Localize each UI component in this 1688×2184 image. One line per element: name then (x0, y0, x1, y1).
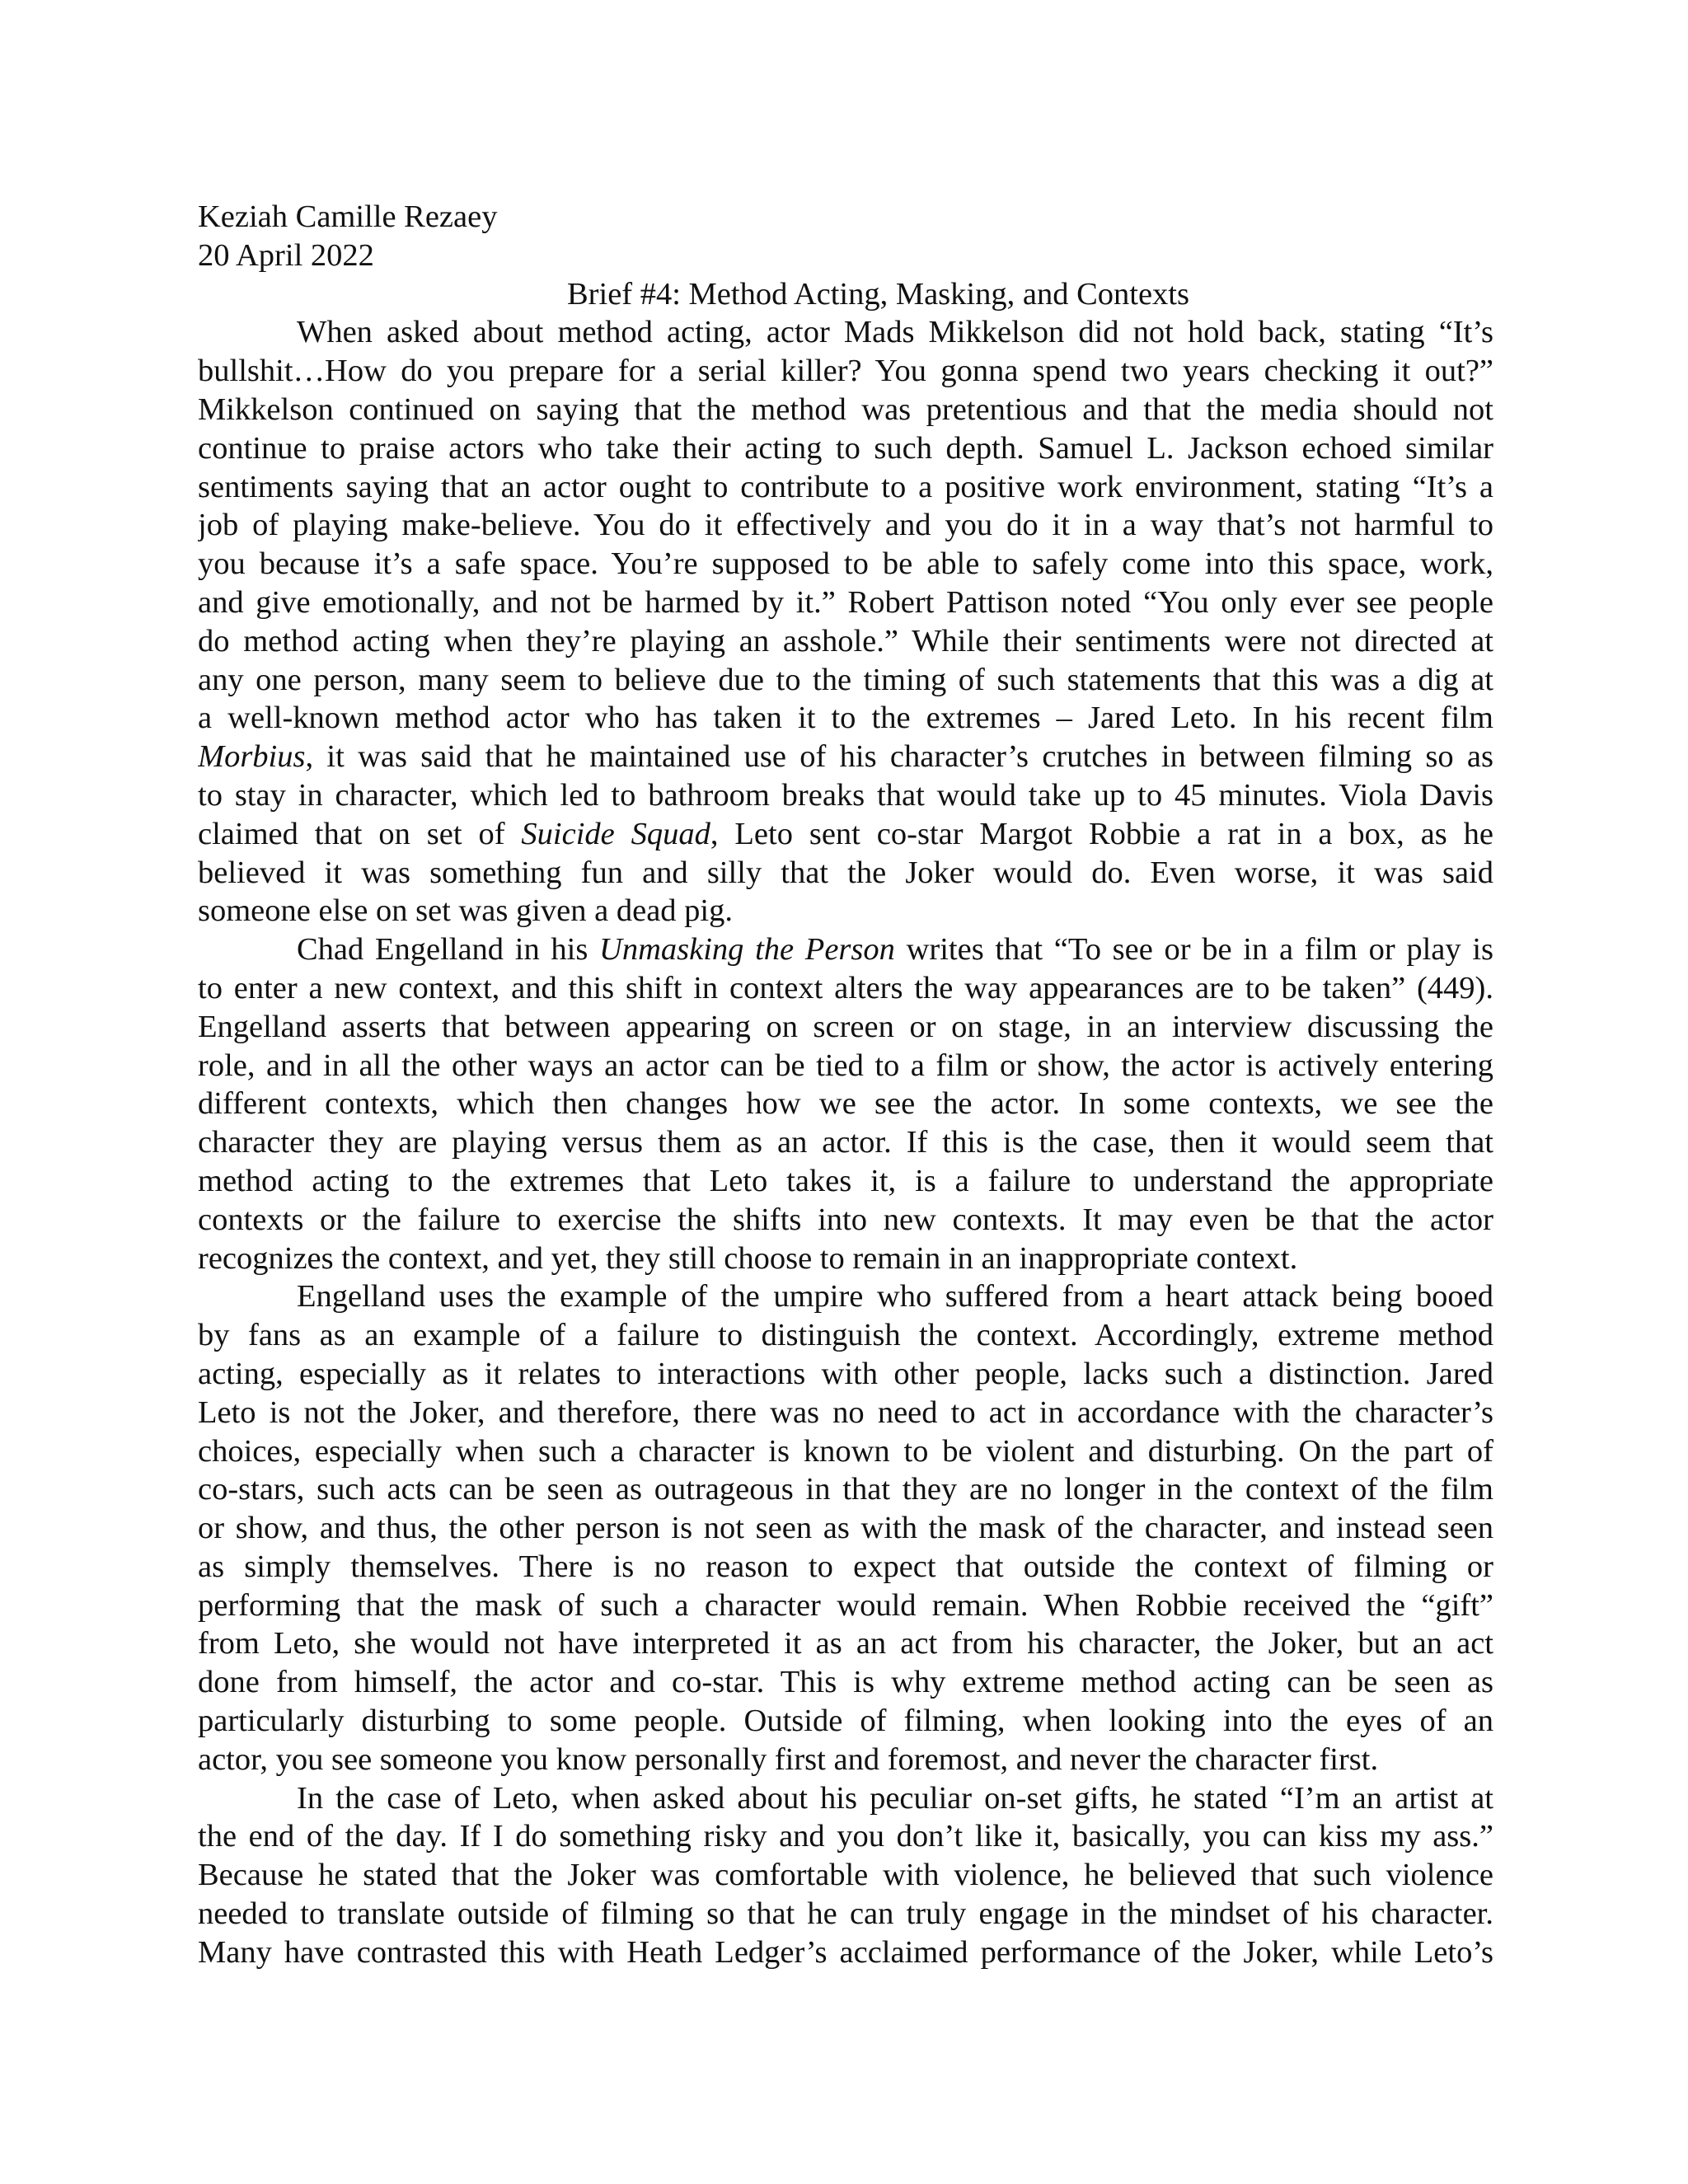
body-line: method acting to the extremes that Leto takes it, is a failure to understand the appropriate (198, 1163, 1493, 1198)
body-line: believed it was something fun and silly that the Joker would do. Even worse, it was said (198, 855, 1493, 890)
body-line: you because it’s a safe space. You’re supposed to be able to safely come into this space, work, (198, 546, 1493, 582)
body-line: When asked about method acting, actor Mads Mikkelson did not hold back, stating “It’s (297, 315, 1493, 350)
body-line: performing that the mask of such a character would remain. When Robbie received the “gift” (198, 1587, 1493, 1623)
body-line: sentiments saying that an actor ought to contribute to a positive work environment, stating “It’s a (198, 469, 1493, 504)
body-line: co-stars, such acts can be seen as outrageous in that they are no longer in the context of the film (198, 1472, 1493, 1507)
body-line: Mikkelson continued on saying that the method was pretentious and that the media should not (198, 391, 1493, 427)
body-line: character they are playing versus them as an actor. If this is the case, then it would seem that (198, 1125, 1493, 1160)
body-line: recognizes the context, and yet, they still choose to remain in an inappropriate context. (198, 1240, 1298, 1276)
body-line (198, 930, 1493, 969)
body-line-text: writes that “To see or be in a film or play is (894, 932, 1493, 968)
body-line: needed to translate outside of filming so that he can truly engage in the mindset of his character. (198, 1896, 1493, 1932)
body-line: by fans as an example of a failure to distinguish the context. Accordingly, extreme method (198, 1318, 1493, 1353)
body-line-text: Chad Engelland in his (297, 932, 600, 968)
body-line: bullshit…How do you prepare for a serial killer? You gonna spend two years checking it out?” (198, 354, 1493, 389)
document-date: 20 April 2022 (198, 237, 374, 273)
body-line: the end of the day. If I do something risky and you don’t like it, basically, you can kiss my ass.” (198, 1819, 1493, 1854)
body-line: Engelland uses the example of the umpire who suffered from a heart attack being booed (297, 1279, 1493, 1315)
body-line: particularly disturbing to some people. Outside of filming, when looking into the eyes of an (198, 1704, 1493, 1739)
body-line: In the case of Leto, when asked about his peculiar on-set gifts, he stated “I’m an artist at (297, 1780, 1493, 1816)
body-line: from Leto, she would not have interpreted it as an act from his character, the Joker, but an act (198, 1626, 1493, 1661)
body-line: any one person, many seem to believe due to the timing of such statements that this was a dig at (198, 662, 1493, 697)
body-line: Many have contrasted this with Heath Ledger’s acclaimed performance of the Joker, while Leto’s (198, 1934, 1493, 1970)
document-page (198, 198, 1493, 1972)
body-line-text: , it was said that he maintained use of his character’s crutches in between filming so as (305, 739, 1493, 775)
body-line: actor, you see someone you know personally first and foremost, and never the character first. (198, 1741, 1379, 1777)
body-line: do method acting when they’re playing an asshole.” While their sentiments were not directed at (198, 623, 1493, 658)
document-title: Brief #4: Method Acting, Masking, and Contexts (567, 276, 1189, 312)
body-line: someone else on set was given a dead pig. (198, 893, 733, 929)
body-line (198, 738, 1493, 776)
author-name: Keziah Camille Rezaey (198, 199, 498, 234)
italic-title: Morbius (198, 739, 306, 775)
body-line: Leto is not the Joker, and therefore, there was no need to act in accordance with the character’s (198, 1394, 1493, 1430)
body-line: a well-known method actor who has taken it to the extremes – Jared Leto. In his recent film (198, 701, 1493, 736)
italic-title: Suicide Squad (521, 816, 710, 851)
italic-title: Unmasking the Person (599, 932, 895, 968)
body-line: different contexts, which then changes how we see the actor. In some contexts, we see the (198, 1086, 1493, 1122)
body-line: Engelland asserts that between appearing on screen or on stage, in an interview discussing the (198, 1009, 1493, 1044)
body-line: and give emotionally, and not be harmed by it.” Robert Pattison noted “You only ever see people (198, 584, 1493, 620)
body-line: to enter a new context, and this shift in context alters the way appearances are to be taken” (449). (198, 970, 1493, 1005)
body-line: to stay in character, which led to bathroom breaks that would take up to 45 minutes. Viola Davis (198, 777, 1493, 813)
body-line: choices, especially when such a character is known to be violent and disturbing. On the part of (198, 1433, 1493, 1469)
body-line-text: claimed that on set of (198, 816, 522, 851)
body-line: job of playing make-believe. You do it effectively and you do it in a way that’s not harmful to (198, 508, 1493, 543)
body-line: as simply themselves. There is no reason to expect that outside the context of filming or (198, 1549, 1493, 1584)
body-line: Because he stated that the Joker was comfortable with violence, he believed that such violence (198, 1858, 1493, 1893)
body-text (198, 313, 1493, 1971)
body-line-text: , Leto sent co-star Margot Robbie a rat in a box, as he (710, 816, 1493, 851)
body-line: continue to praise actors who take their acting to such depth. Samuel L. Jackson echoed similar (198, 430, 1493, 466)
body-line: or show, and thus, the other person is not seen as with the mask of the character, and instead seen (198, 1511, 1493, 1546)
body-line: role, and in all the other ways an actor can be tied to a film or show, the actor is actively entering (198, 1047, 1493, 1083)
body-line: acting, especially as it relates to interactions with other people, lacks such a distinction. Jared (198, 1356, 1493, 1391)
body-line: done from himself, the actor and co-star. This is why extreme method acting can be seen as (198, 1665, 1493, 1700)
body-line (198, 815, 1493, 854)
body-line: contexts or the failure to exercise the shifts into new contexts. It may even be that the actor (198, 1202, 1493, 1237)
